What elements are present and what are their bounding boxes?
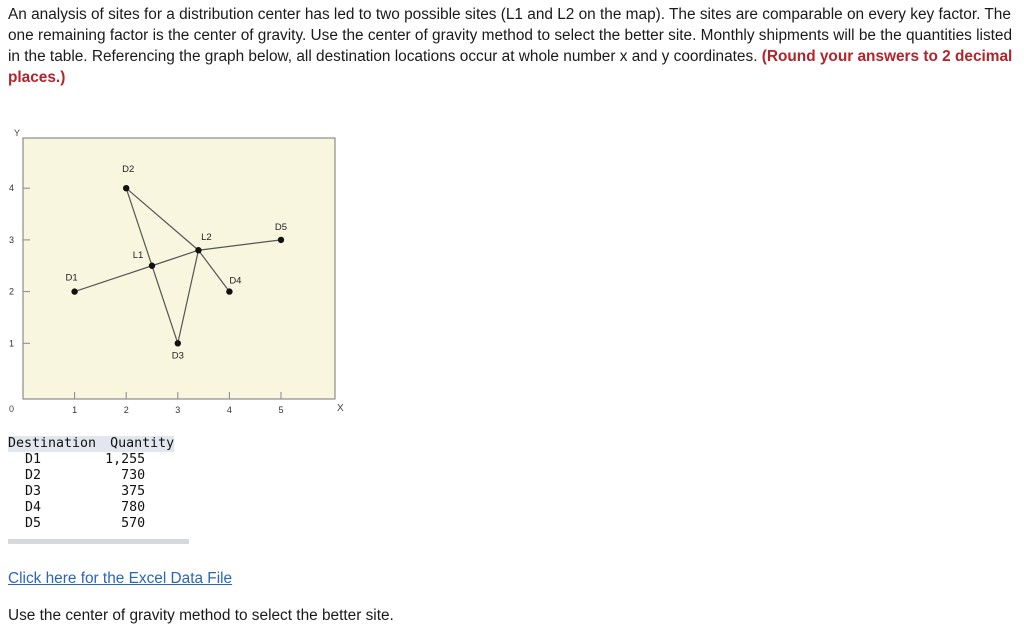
rounding-note: (Round your answers to 2 decimal places.)	[8, 48, 1013, 86]
destination-point-d5	[278, 237, 284, 243]
table-row	[8, 468, 174, 484]
destination-label-d3: D3	[171, 350, 184, 362]
destination-label-d2: D2	[122, 164, 135, 176]
shipment-table	[8, 436, 174, 532]
y-axis-label: Y	[14, 128, 21, 138]
site-label-l2: L2	[201, 232, 212, 244]
table-row	[8, 452, 174, 468]
table-header-row	[8, 436, 174, 452]
table-bottom-rule	[8, 539, 189, 544]
quantity-cell: 730	[121, 468, 146, 483]
table-row	[8, 484, 174, 500]
problem-statement	[8, 4, 1013, 88]
quantity-cell: 780	[121, 500, 146, 515]
destination-cell: D2	[25, 468, 42, 483]
table-row	[8, 516, 174, 532]
site-map	[0, 120, 350, 420]
destination-header: Destination	[8, 436, 97, 451]
y-tick-label: 1	[8, 338, 14, 349]
destination-label-d4: D4	[229, 275, 242, 287]
site-map-graph	[0, 120, 350, 420]
site-label-l1: L1	[132, 249, 144, 261]
excel-data-link[interactable]: Click here for the Excel Data File	[8, 570, 233, 587]
x-tick-label: 3	[175, 405, 181, 415]
x-axis-label: X	[337, 403, 344, 414]
destination-cell: D1	[25, 452, 42, 467]
destination-cell: D4	[25, 500, 42, 515]
destination-point-d2	[123, 185, 129, 191]
table-row	[8, 500, 174, 516]
quantity-header: Quantity	[96, 436, 174, 452]
question-text: Use the center of gravity method to select the better site.	[8, 607, 394, 624]
x-tick-label: 4	[226, 405, 232, 415]
site-point-l2	[195, 247, 201, 253]
destination-point-d4	[226, 288, 232, 294]
destination-cell: D3	[25, 484, 42, 499]
y-tick-label: 4	[8, 183, 14, 194]
quantity-cell: 375	[121, 484, 146, 499]
y-tick-label: 3	[8, 234, 14, 245]
destination-point-d1	[71, 288, 77, 294]
x-tick-label: 1	[72, 405, 78, 415]
y-tick-label: 2	[8, 286, 14, 297]
origin-label: 0	[9, 404, 15, 414]
destination-cell: D5	[25, 516, 42, 531]
site-point-l1	[149, 263, 155, 269]
x-tick-label: 5	[278, 405, 284, 415]
quantity-cell: 570	[121, 516, 146, 531]
problem-text: An analysis of sites for a distribution center has led to two possible sites (L1 and L2 on the map). The sites are comparable on every key factor. The one remaining factor is the center of gravity. Use the center of gravity method to select the better site. Monthly shipments will be the quantities listed in the table. Referencing the graph below, all destination locations occur at whole number x and y coordinates.	[8, 6, 1013, 65]
destination-label-d1: D1	[65, 272, 78, 284]
x-tick-label: 2	[123, 405, 129, 415]
destination-label-d5: D5	[274, 221, 288, 233]
destination-point-d3	[175, 340, 181, 346]
quantity-cell: 1,255	[105, 452, 146, 467]
